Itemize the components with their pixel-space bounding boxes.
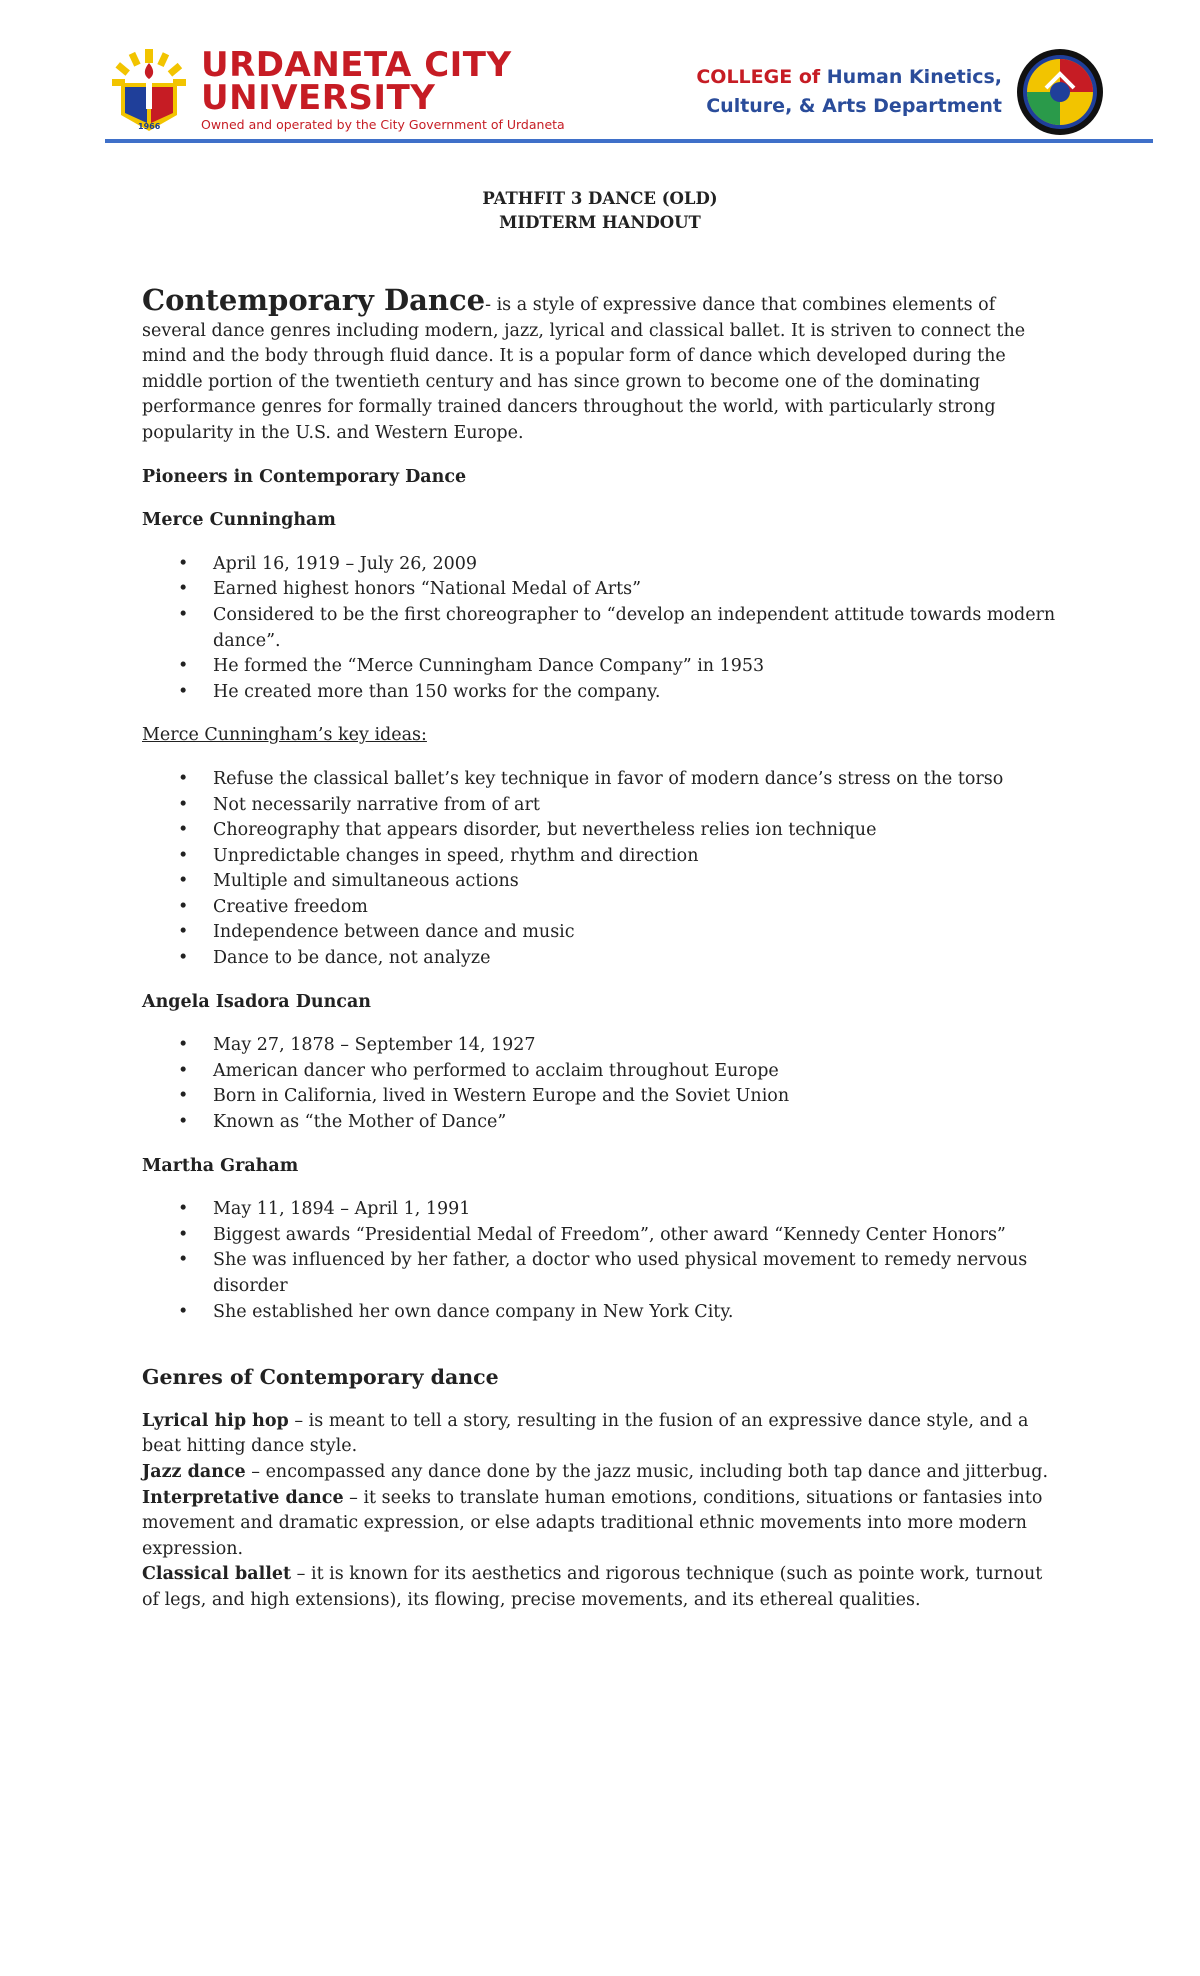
cunningham-key-ideas-heading: Merce Cunningham’s key ideas:	[142, 725, 427, 746]
list-item: • Earned highest honors “National Medal of Arts”	[178, 579, 642, 600]
intro-paragraph	[142, 283, 1062, 447]
cunningham-name: Merce Cunningham	[142, 510, 336, 531]
intro-definition: - is a style of expressive dance that combines elements of several dance genres including modern, jazz, lyrical and classical ballet. It is striven to connect the mind and the body through fluid dance. It is a popular form of dance which developed during the middle portion of the twentieth century and has since grown to become one of the dominating performance genres for formally trained dancers throughout the world, with particularly strong popularity in the U.S. and Western Europe.	[142, 295, 1026, 443]
list-item: • Refuse the classical ballet’s key technique in favor of modern dance’s stress on the torso	[178, 768, 1004, 789]
college-seal-icon	[1016, 48, 1104, 136]
cunningham-facts-list	[142, 552, 1062, 706]
duncan-facts-list	[142, 1033, 1062, 1135]
list-item: • She established her own dance company in New York City.	[178, 1301, 734, 1322]
pioneers-heading: Pioneers in Contemporary Dance	[142, 466, 467, 487]
document-title	[0, 187, 1200, 235]
genre-name: Classical ballet	[142, 1564, 292, 1585]
list-item: • Born in California, lived in Western Europe and the Soviet Union	[178, 1086, 790, 1107]
university-name-line1: URDANETA CITY	[201, 45, 512, 85]
genre-paragraph	[142, 1409, 1062, 1460]
list-item: • May 27, 1878 – September 14, 1927	[178, 1035, 536, 1056]
genre-description: – encompassed any dance done by the jazz music, including both tap dance and jitterbug.	[245, 1461, 1049, 1482]
list-item: • Choreography that appears disorder, but nevertheless relies ion technique	[178, 820, 877, 841]
list-item: • Not necessarily narrative from of art	[178, 794, 540, 815]
list-item: • Dance to be dance, not analyze	[178, 948, 491, 969]
college-prefix: COLLEGE of	[696, 66, 821, 88]
college-line1: Human Kinetics,	[820, 66, 1002, 88]
list-item: • Unpredictable changes in speed, rhythm and direction	[178, 845, 699, 866]
list-item: • Known as “the Mother of Dance”	[178, 1112, 507, 1133]
list-item: • May 11, 1894 – April 1, 1991	[178, 1199, 471, 1220]
duncan-name: Angela Isadora Duncan	[142, 991, 372, 1012]
university-name	[201, 45, 512, 118]
genre-name: Interpretative dance	[142, 1487, 344, 1508]
founded-year: 1966	[138, 122, 161, 131]
document-header	[105, 45, 1152, 141]
header-divider	[105, 139, 1153, 143]
genre-name: Jazz dance	[142, 1461, 246, 1482]
genre-description: – it seeks to translate human emotions, conditions, situations or fantasies into movement and dramatic expression, or else adapts traditional ethnic movements into more modern expression.	[142, 1487, 1043, 1559]
genre-description: – it is known for its aesthetics and rigorous technique (such as pointe work, turnout of legs, and high extensions), its flowing, precise movements, and its ethereal qualities.	[142, 1564, 1043, 1610]
cunningham-key-ideas-list	[142, 767, 1062, 972]
college-name	[696, 63, 1002, 121]
college-line2: Culture, & Arts Department	[706, 95, 1002, 117]
genre-paragraph	[142, 1460, 1062, 1486]
list-item: • Creative freedom	[178, 896, 368, 917]
list-item: • April 16, 1919 – July 26, 2009	[178, 553, 478, 574]
genre-paragraph	[142, 1486, 1062, 1563]
list-item: • Multiple and simultaneous actions	[178, 871, 519, 892]
list-item: • Independence between dance and music	[178, 922, 575, 943]
list-item: • He formed the “Merce Cunningham Dance Company” in 1953	[178, 656, 765, 677]
genre-description: – is meant to tell a story, resulting in the fusion of an expressive dance style, and a beat hitting dance style.	[142, 1410, 1029, 1457]
handout-body	[142, 283, 1062, 1614]
intro-term: Contemporary Dance	[142, 283, 486, 317]
title-line1: PATHFIT 3 DANCE (OLD)	[482, 189, 718, 208]
graham-name: Martha Graham	[142, 1155, 299, 1176]
university-name-line2: UNIVERSITY	[201, 78, 436, 118]
list-item: • American dancer who performed to acclaim throughout Europe	[178, 1060, 779, 1081]
list-item: • Considered to be the first choreographer to “develop an independent attitude towards modern dance”.	[178, 604, 1056, 651]
list-item: • She was influenced by her father, a doctor who used physical movement to remedy nervous disorder	[178, 1250, 1028, 1296]
list-item: • He created more than 150 works for the company.	[178, 681, 661, 702]
genre-name: Lyrical hip hop	[142, 1410, 289, 1431]
title-line2: MIDTERM HANDOUT	[499, 213, 701, 232]
genre-paragraph	[142, 1562, 1062, 1613]
genres-heading: Genres of Contemporary dance	[142, 1365, 499, 1390]
university-subtitle: Owned and operated by the City Government of Urdaneta	[201, 117, 565, 132]
graham-facts-list	[142, 1197, 1062, 1325]
list-item: • Biggest awards “Presidential Medal of Freedom”, other award “Kennedy Center Honors”	[178, 1224, 1006, 1245]
